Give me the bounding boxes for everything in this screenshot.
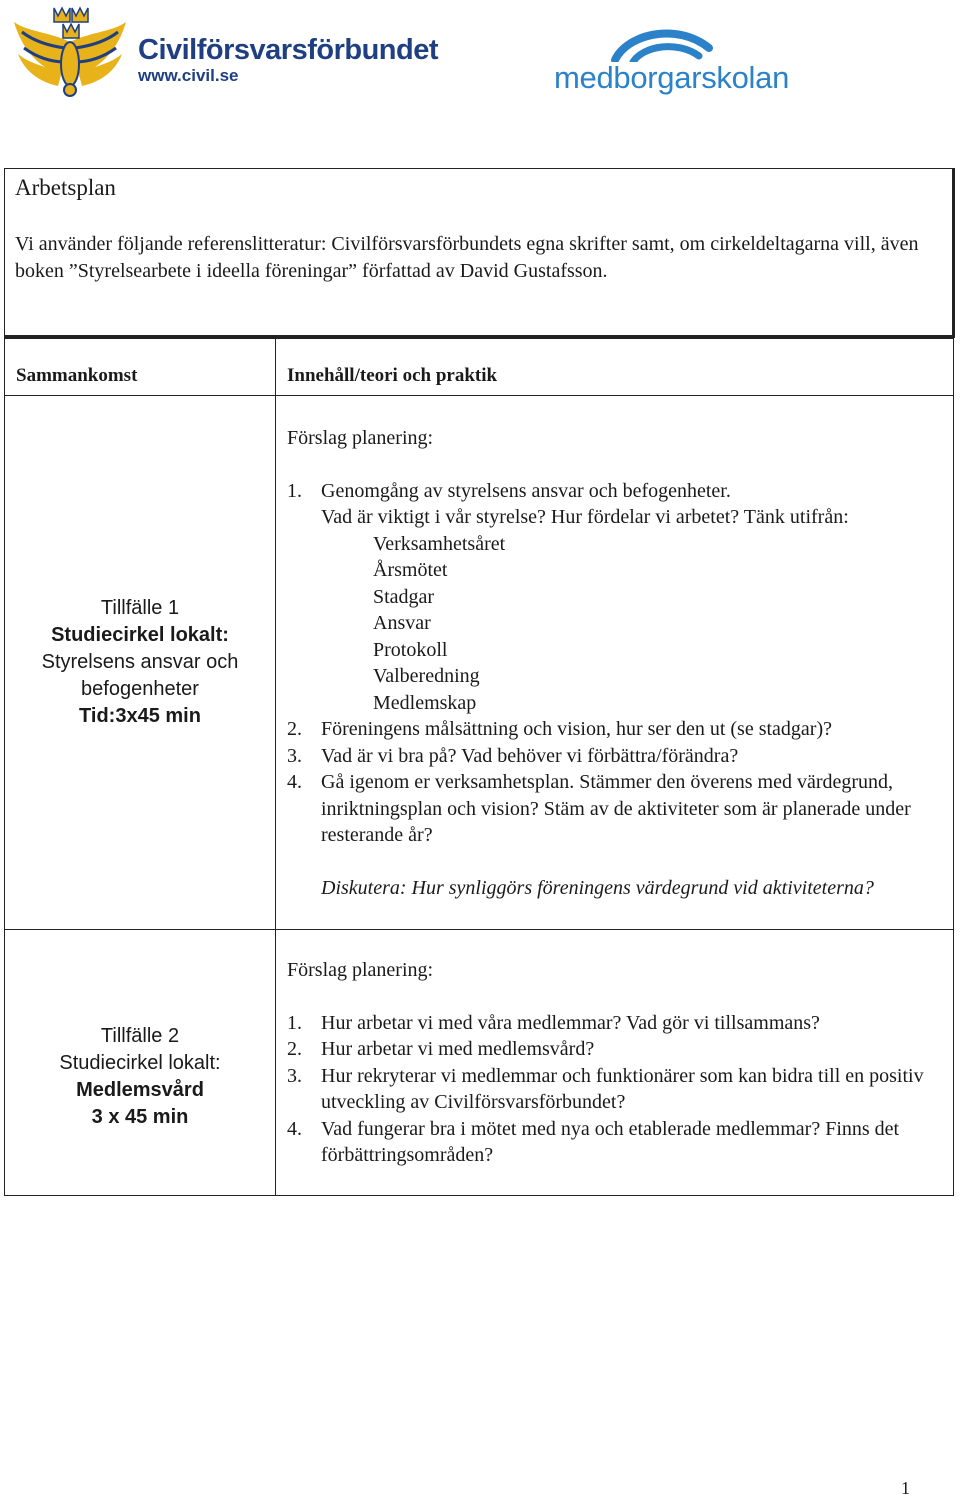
session-1-topic-line1: Styrelsens ansvar och bbox=[41, 651, 239, 673]
sub-item: Årsmötet bbox=[373, 559, 448, 581]
session-2-type: Studiecirkel lokalt: bbox=[59, 1052, 221, 1074]
list-item: 4. Vad fungerar bra i mötet med nya och etablerade medlemmar? Finns det förbättringsområden? bbox=[287, 1117, 900, 1166]
plan-table bbox=[4, 338, 954, 1196]
page-header bbox=[0, 0, 960, 110]
session-2-info bbox=[5, 1023, 275, 1131]
list-item: 3. Hur rekryterar vi medlemmar och funktionärer som kan bidra till en positiv utveckling av Civilförsvarsförbundet? bbox=[287, 1064, 924, 1113]
intro-text: Vi använder följande referenslitteratur: Civilförsvarsförbundets egna skrifter samt, om cirkeldeltagarna vill, även boken ”Styrelsearbete i ideella föreningar” författad av David Gustafsson. bbox=[15, 233, 919, 282]
row-divider bbox=[5, 929, 953, 930]
session-2-plan-label: Förslag planering: bbox=[287, 959, 434, 981]
session-2-content bbox=[287, 957, 947, 1169]
sub-item: Medlemskap bbox=[373, 691, 477, 714]
page-number: 1 bbox=[901, 1478, 910, 1498]
list-item: 2. Hur arbetar vi med medlemsvård? bbox=[287, 1038, 595, 1060]
column-divider bbox=[275, 339, 276, 1195]
sub-item: Valberedning bbox=[373, 665, 480, 687]
medborgarskolan-logo bbox=[552, 22, 792, 102]
brand-url: www.civil.se bbox=[138, 66, 239, 85]
sub-item: Ansvar bbox=[373, 612, 431, 634]
arcs-logo-icon bbox=[607, 22, 717, 62]
civilforsvarsforbundet-logo bbox=[10, 2, 438, 102]
column-header-sammankomst: Sammankomst bbox=[16, 365, 138, 386]
session-1-sub-items bbox=[287, 531, 947, 717]
session-1-duration: Tid:3x45 min bbox=[79, 705, 201, 727]
session-1-title: Tillfälle 1 bbox=[100, 597, 180, 619]
session-1-content bbox=[287, 425, 947, 901]
session-1-topic-line2: befogenheter bbox=[81, 678, 199, 700]
header-divider bbox=[5, 395, 953, 396]
brand-name: Civilförsvarsförbundet bbox=[138, 34, 438, 66]
list-item: 3. Vad är vi bra på? Vad behöver vi förbättra/förändra? bbox=[287, 744, 739, 767]
list-item: 1. Genomgång av styrelsens ansvar och befogenheter. bbox=[287, 479, 731, 502]
session-1-plan-label: Förslag planering: bbox=[287, 427, 434, 449]
sub-item: Stadgar bbox=[373, 585, 435, 608]
crowns-wings-emblem-icon bbox=[10, 2, 130, 102]
session-1-info bbox=[5, 595, 275, 730]
session-2-title: Tillfälle 2 bbox=[100, 1025, 180, 1047]
list-item: 2. Föreningens målsättning och vision, hur ser den ut (se stadgar)? bbox=[287, 718, 832, 740]
session-2-duration: 3 x 45 min bbox=[91, 1106, 189, 1128]
list-item: 4. Gå igenom er verksamhetsplan. Stämmer den överens med värdegrund, inriktningsplan och vision? Stäm av de aktiviteter som är planerade under resterande år? bbox=[287, 771, 911, 846]
page-title: Arbetsplan bbox=[15, 175, 116, 200]
session-2-topic: Medlemsvård bbox=[76, 1079, 204, 1101]
sub-item: Protokoll bbox=[373, 638, 448, 661]
session-1-type: Studiecirkel lokalt: bbox=[51, 624, 229, 646]
sub-item: Verksamhetsåret bbox=[373, 532, 506, 555]
list-item: 1. Hur arbetar vi med våra medlemmar? Vad gör vi tillsammans? bbox=[287, 1011, 820, 1034]
column-header-innehall: Innehåll/teori och praktik bbox=[287, 365, 498, 386]
session-1-discussion: Diskutera: Hur synliggörs föreningens värdegrund vid aktiviteterna? bbox=[321, 876, 874, 899]
medborgarskolan-wordmark: medborgarskolan bbox=[554, 60, 790, 95]
session-1-item1-line2: Vad är viktigt i vår styrelse? Hur fördelar vi arbetet? Tänk utifrån: bbox=[321, 506, 849, 528]
intro-box bbox=[4, 168, 955, 338]
